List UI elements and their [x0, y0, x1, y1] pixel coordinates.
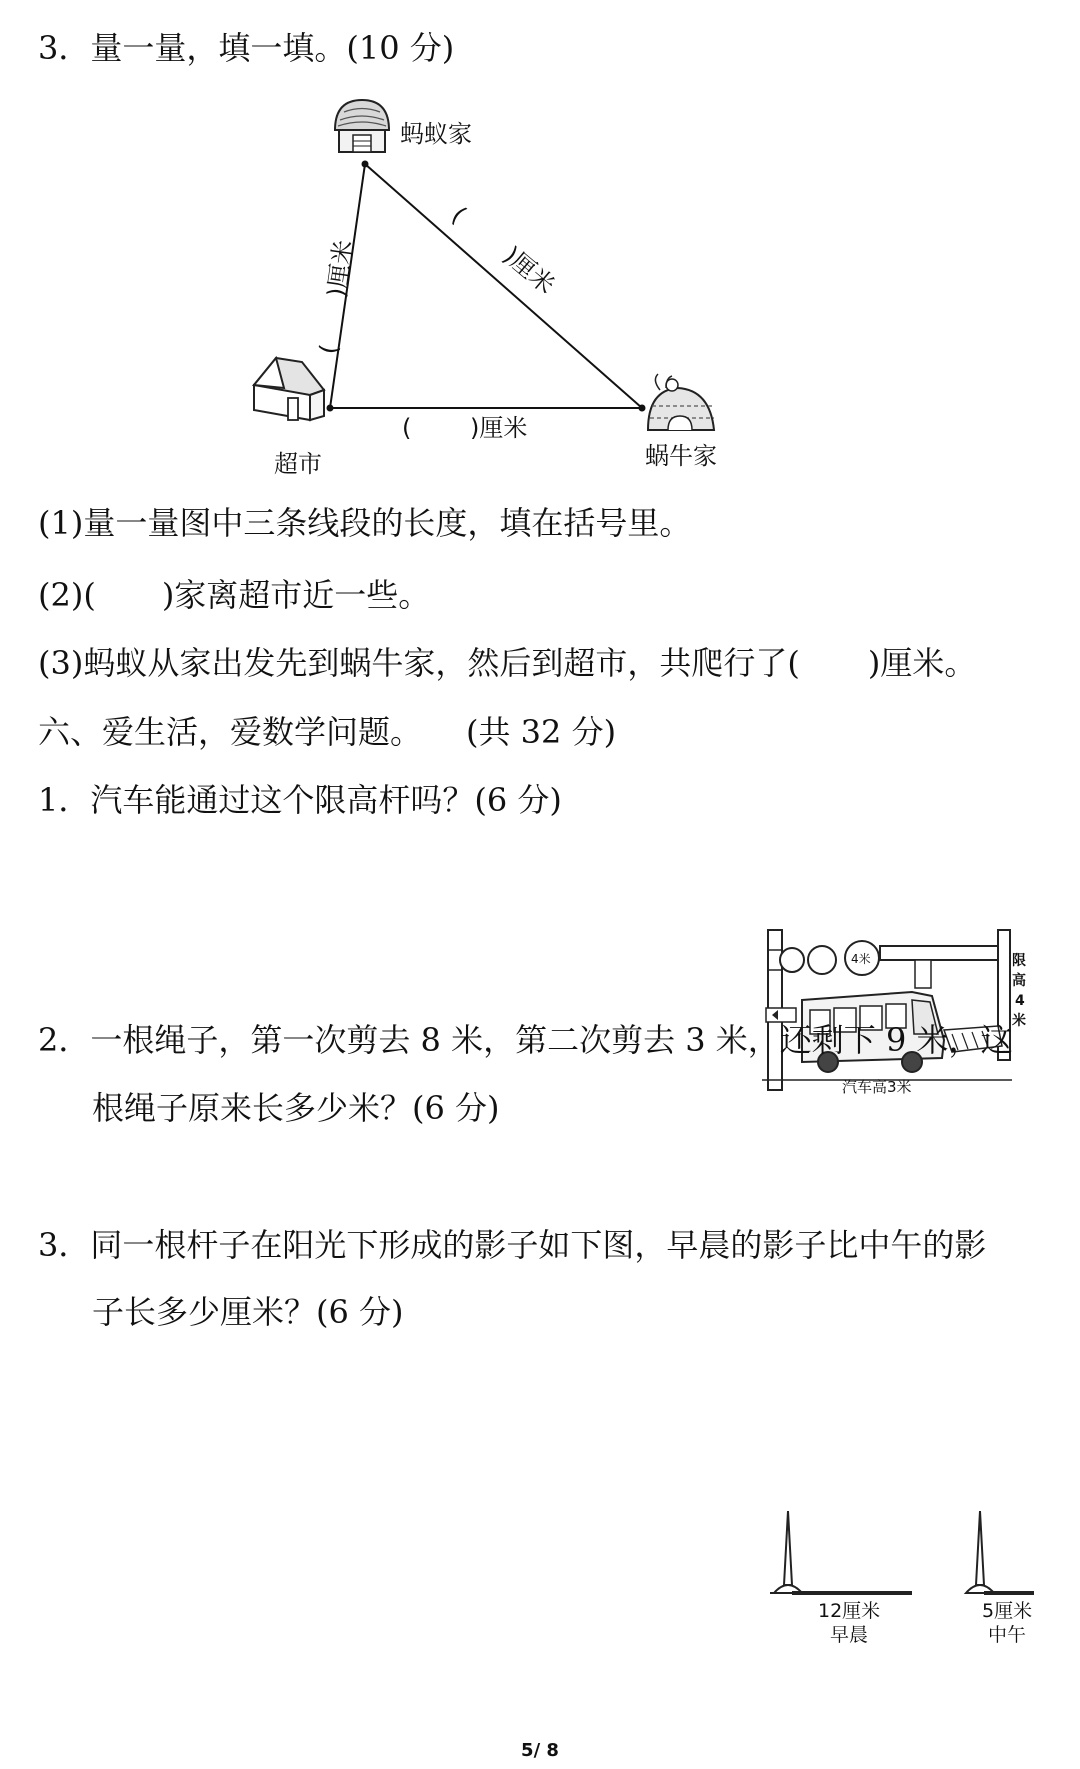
height-barrier-illustration — [762, 930, 1026, 1100]
morning-length-label: 12厘米 — [818, 1600, 881, 1622]
supermarket-icon — [254, 358, 324, 420]
snail-home-icon — [648, 374, 714, 430]
q3-sub3: (3)蚂蚁从家出发先到蜗牛家，然后到超市，共爬行了( )厘米。 — [38, 644, 977, 682]
bottom-open-paren: ( — [402, 414, 412, 442]
noon-label: 中午 — [988, 1624, 1027, 1646]
diag-open-paren: ( — [446, 201, 472, 229]
q3-sub1: (1)量一量图中三条线段的长度，填在括号里。 — [38, 504, 692, 542]
morning-label: 早晨 — [830, 1624, 869, 1646]
bottom-close-label: )厘米 — [470, 414, 528, 442]
diag-close-label: )厘米 — [498, 241, 561, 300]
section6-title: 六、爱生活，爱数学问题。 (共 32 分) — [38, 713, 617, 751]
q3-sub2: (2)( )家离超市近一些。 — [38, 576, 431, 614]
car-height-caption: 汽车高3米 — [842, 1078, 912, 1096]
barrier-vertical-sign-3: 4 — [1015, 993, 1025, 1009]
p3-line1: 3．同一根杆子在阳光下形成的影子如下图，早晨的影子比中午的影 — [38, 1226, 987, 1264]
noon-length-label: 5厘米 — [982, 1600, 1033, 1622]
barrier-vertical-sign-2: 高 — [1012, 973, 1026, 989]
barrier-vertical-sign-4: 米 — [1012, 1013, 1026, 1029]
noon-pole-icon — [966, 1511, 994, 1593]
p2-line1: 2．一根绳子，第一次剪去 8 米，第二次剪去 3 米，还剩下 9 米，这 — [38, 1021, 1013, 1059]
shadow-diagram — [770, 1505, 1060, 1665]
q3-title: 3．量一量，填一填。(10 分) — [38, 29, 455, 67]
left-edge-label: ( )厘米 — [314, 238, 358, 356]
edge-ant-snail — [365, 164, 642, 408]
barrier-vertical-sign-1: 限 — [1012, 953, 1026, 969]
ant-home-icon — [335, 100, 389, 152]
snail-home-label: 蜗牛家 — [645, 442, 717, 470]
ant-home-label: 蚂蚁家 — [400, 120, 472, 148]
morning-pole-icon — [774, 1511, 802, 1593]
p2-line2: 根绳子原来长多少米？(6 分) — [92, 1089, 500, 1127]
page-number: 5/ 8 — [521, 1740, 559, 1761]
p3-line2: 子长多少厘米？(6 分) — [92, 1293, 404, 1331]
supermarket-label: 超市 — [274, 450, 322, 478]
barrier-small-sign: 4米 — [851, 952, 871, 966]
p1-title: 1．汽车能通过这个限高杆吗？(6 分) — [38, 781, 562, 819]
triangle-diagram — [240, 90, 760, 500]
